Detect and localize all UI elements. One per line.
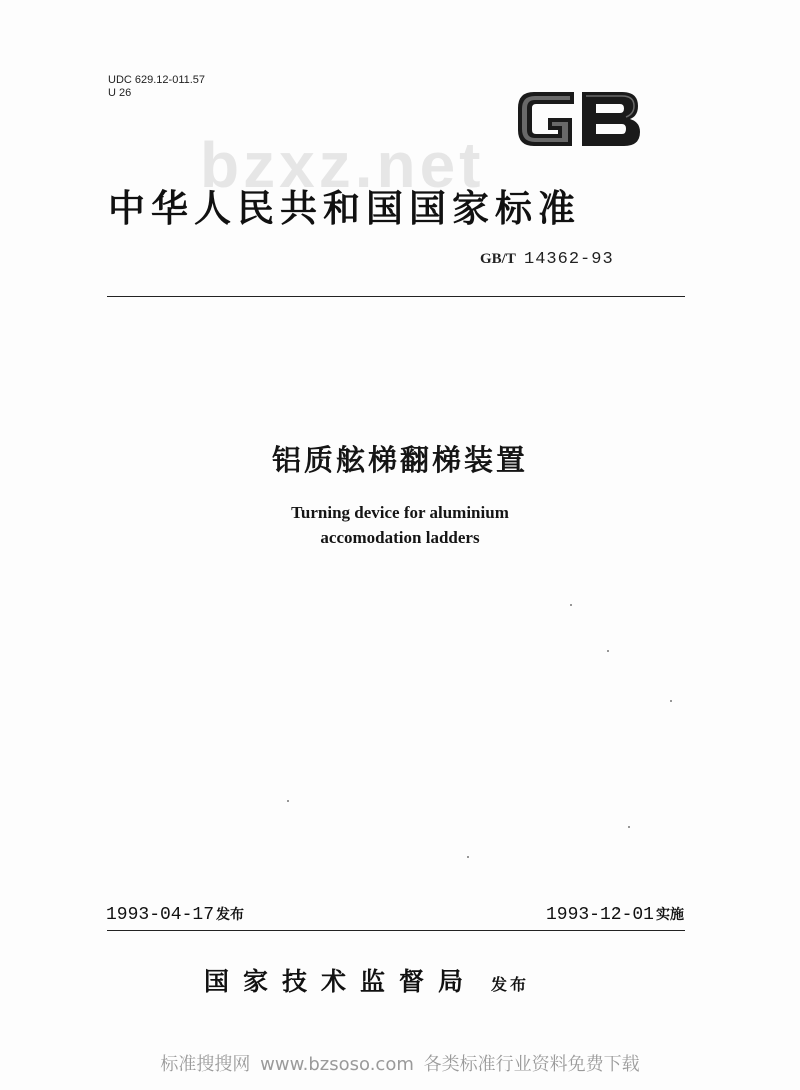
footer-site-name: 标准搜搜网 bbox=[160, 1054, 251, 1075]
udc-code: UDC 629.12-011.57 bbox=[108, 74, 206, 86]
footer-divider bbox=[107, 930, 685, 931]
standard-prefix: GB/T bbox=[480, 251, 516, 267]
standard-number bbox=[480, 250, 614, 269]
classification-block bbox=[108, 74, 205, 100]
gb-logo bbox=[512, 84, 644, 154]
implementation-date-label: 实施 bbox=[656, 907, 684, 923]
issuer-action: 发布 bbox=[491, 975, 530, 994]
site-footer bbox=[0, 1050, 800, 1076]
issue-date-label: 发布 bbox=[216, 907, 245, 923]
english-title-line-2: accomodation ladders bbox=[320, 528, 480, 547]
footer-slogan: 各类标准行业资料免费下载 bbox=[423, 1054, 640, 1075]
header-divider bbox=[107, 296, 685, 297]
implementation-date bbox=[546, 904, 684, 925]
issuer-line bbox=[204, 962, 529, 998]
watermark: bzxz.net bbox=[200, 129, 485, 201]
scan-speck bbox=[628, 826, 630, 828]
scan-speck bbox=[607, 650, 609, 652]
implementation-date-value: 1993-12-01 bbox=[545, 905, 654, 925]
scan-speck bbox=[570, 604, 572, 606]
category-code: U 26 bbox=[108, 87, 132, 99]
english-title bbox=[0, 500, 800, 550]
chinese-title: 铝质舷梯翻梯装置 bbox=[271, 443, 528, 477]
footer-url[interactable]: www.bzsoso.com bbox=[260, 1054, 414, 1075]
scan-speck bbox=[670, 700, 672, 702]
issuing-organization: 国家技术监督局 bbox=[204, 967, 478, 996]
english-title-line-1: Turning device for aluminium bbox=[291, 503, 509, 522]
issue-date bbox=[106, 904, 244, 925]
issue-date-value: 1993-04-17 bbox=[106, 905, 215, 925]
standard-number-value: 14362-93 bbox=[524, 250, 614, 269]
scan-speck bbox=[287, 800, 289, 802]
national-standard-title: 中华人民共和国国家标准 bbox=[108, 187, 581, 230]
scan-speck bbox=[467, 856, 469, 858]
